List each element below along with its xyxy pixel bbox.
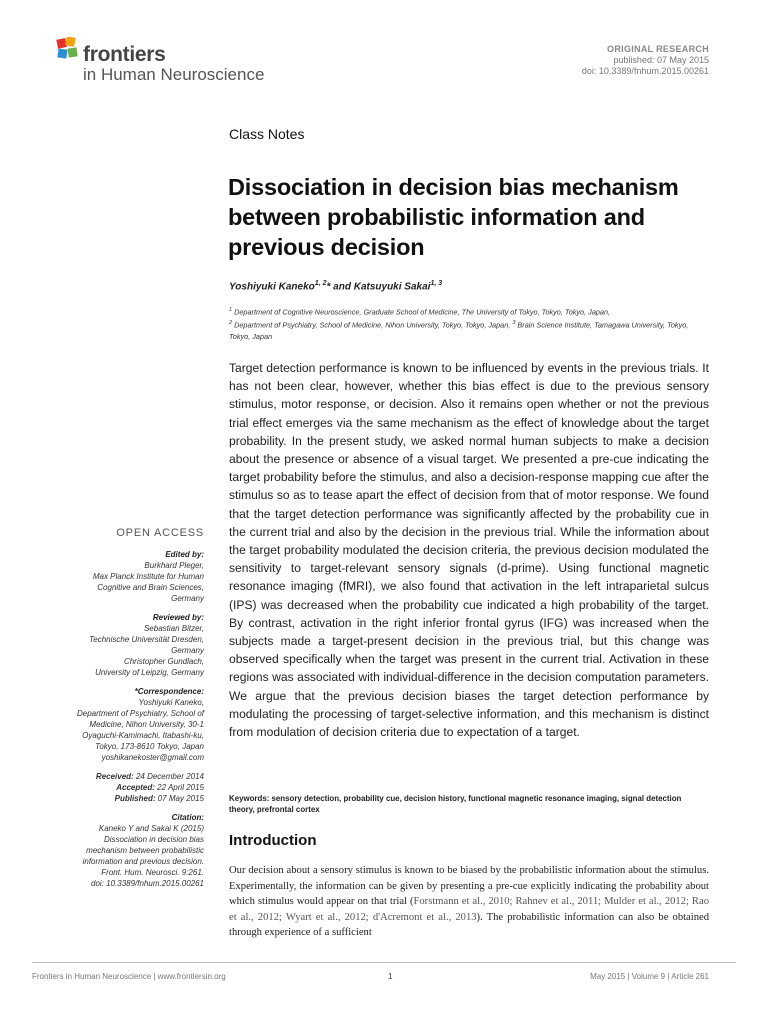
edited-by-heading: Edited by: [165,550,204,559]
affiliation-line [229,305,709,318]
body-text: Our decision about a sensory stimulus is known to be biased by the probabilistic information about the stimulus. Experimentally, the information can be given by presenting a pre-cue explicitly indicating the probability about which stimulus would appear on that trial ( [229,865,709,908]
correspondence-line: Oyaguchi-Kamimachi, Itabashi-ku, [82,731,204,740]
introduction-paragraph [229,863,709,941]
editor-line: Cognitive and Brain Sciences, [97,583,204,592]
editor-line: Germany [171,594,204,603]
reviewer-line: Sebastian Bitzer, [143,624,204,633]
reviewer-line: Technische Universität Dresden, [89,635,204,644]
received-label: Received: [95,772,134,781]
footer-journal[interactable]: Frontiers in Human Neuroscience | www.frontiersin.org [32,972,226,981]
journal-logo [55,37,295,87]
body-text: ). The probabilistic information can also be obtained through experience of a sufficient [229,911,709,939]
editor-line: Max Planck Institute for Human [92,572,204,581]
citation-link[interactable]: Forstmann et al., 2010; Rahnev et al., 2011; Mulder et al., 2012; Rao et al., 2012; Wyart et al., 2012; d'Acremont et al., 2013 [229,896,709,923]
received-date [34,771,204,782]
edited-by-block [34,549,204,604]
journal-subtitle: in Human Neuroscience [83,65,265,84]
journal-wordmark: frontiers [83,43,166,66]
citation-line: mechanism between probabilistic [86,846,204,855]
published-date-sidebar [34,793,204,804]
received-value: 24 December 2014 [135,772,204,781]
keywords: Keywords: sensory detection, probability cue, decision history, functional magnetic resonance imaging, signal detection theory, prefrontal cortex [229,794,682,814]
corresponding-marker: * [326,281,331,293]
open-access-label: OPEN ACCESS [116,527,204,539]
footer-volume: May 2015 | Volume 9 | Article 261 [590,972,709,981]
affiliation-number: 3 [512,319,516,326]
and-text: and [333,281,351,293]
article-title: Dissociation in decision bias mechanism between probabilistic information and previous decision [228,174,679,260]
citation-line: doi: 10.3389/fnhum.2015.00261 [91,879,204,888]
frontiers-logo-icon [55,37,81,67]
doi: doi: 10.3389/fnhum.2015.00261 [581,66,709,76]
affiliation-text: Department of Psychiatry, School of Medicine, Nihon University, Tokyo, Tokyo, Japan, [234,320,511,330]
correspondence-line: Tokyo, 173-8610 Tokyo, Japan [95,742,204,751]
citation-line: Kaneko Y and Sakai K (2015) [98,824,204,833]
published-value: 07 May 2015 [157,794,204,803]
editor-line: Burkhard Pleger, [144,561,204,570]
reviewed-by-block [34,612,204,678]
author-affiliation-marker: 1, 2 [314,280,327,287]
citation-heading: Citation: [171,813,204,822]
correspondence-email[interactable]: yoshikanekoster@gmail.com [101,753,204,762]
reviewed-by-heading: Reviewed by: [152,613,204,622]
correspondence-line: Yoshiyuki Kaneko, [138,698,204,707]
citation-line: Front. Hum. Neurosci. 9:261. [101,868,204,877]
abstract: Target detection performance is known to be influenced by events in the previous trials. It has not been clear, however, whether this bias effect is due to the previous sensory stimulus, motor response, or decision. Also it remains open whether or not the previous trial effect emerges via the same mechanism as the effect of knowledge about the target probability. In the present study, we asked normal human subjects to make a decision about the presence or absence of a visual target. We presented a pre-cue indicating the target probability before the stimulus, and also a decision-response mapping cue after the stimulus so as to tease apart the effect of decision from that of motor response. We found that the target detection performance was significantly affected by the probability cue in the current trial and also by the decision in the previous trial. While the information about the target probability modulated the decision criteria, the previous decision modulated the sensitivity to target-relevant sensory signals (d-prime). Using functional magnetic resonance imaging (fMRI), we also found that activation in the left intraparietal sulcus (IPS) was decreased when the probability cue indicated a high probability of the target. By contrast, activation in the right inferior frontal gyrus (IFG) was increased when the subjects made a target-present decision in the previous trial, but this change was observed specifically when the target was present in the current trial. Activation in these regions was associated with individual-difference in the decision computation parameters. We argue that the previous decision biases the target detection performance by modulating the processing of target-selective information, and this mechanism is distinct from modulation of decision criteria due to expectation of a target. [229,361,709,740]
author-affiliation-marker: 1, 3 [430,280,443,287]
reviewer-line: Christopher Gundlach, [123,657,204,666]
affiliation-text: Department of Cognitive Neuroscience, Graduate School of Medicine, The University of Tokyo, Tokyo, Tokyo, Japan, [234,307,611,317]
reviewer-line: Germany [171,646,204,655]
affiliation-text: Brain Science Institute, Tamagawa University, Tokyo, Tokyo, Japan [229,320,689,341]
accepted-label: Accepted: [116,783,155,792]
correspondence-line: Medicine, Nihon University, 30-1 [89,720,204,729]
published-label: Published: [114,794,156,803]
sidebar [34,528,204,897]
section-heading-introduction: Introduction [229,832,317,849]
accepted-date [34,782,204,793]
correspondence-block [34,686,204,763]
dates-block [34,771,204,804]
article-type: ORIGINAL RESEARCH [607,44,709,54]
affiliation-number: 1 [229,307,233,313]
affiliation-line [229,318,709,342]
author-list [229,280,442,292]
correspondence-line: Department of Psychiatry, School of [76,709,204,718]
author-name[interactable]: Katsuyuki Sakai [353,281,431,293]
footer-divider [32,962,736,963]
citation-line: Dissociation in decision bias [103,835,204,844]
page-number: 1 [388,972,393,981]
reviewer-line: University of Leipzig, Germany [95,668,204,677]
published-date: published: 07 May 2015 [613,55,709,65]
accepted-value: 22 April 2015 [157,783,204,792]
section-label: Class Notes [229,126,305,142]
author-name[interactable]: Yoshiyuki Kaneko [229,281,315,293]
correspondence-heading: *Correspondence: [134,687,204,696]
article-meta [582,44,709,77]
citation-block [34,812,204,889]
affiliation-number: 2 [229,319,233,326]
citation-line: information and previous decision. [82,857,204,866]
affiliations [229,305,709,342]
